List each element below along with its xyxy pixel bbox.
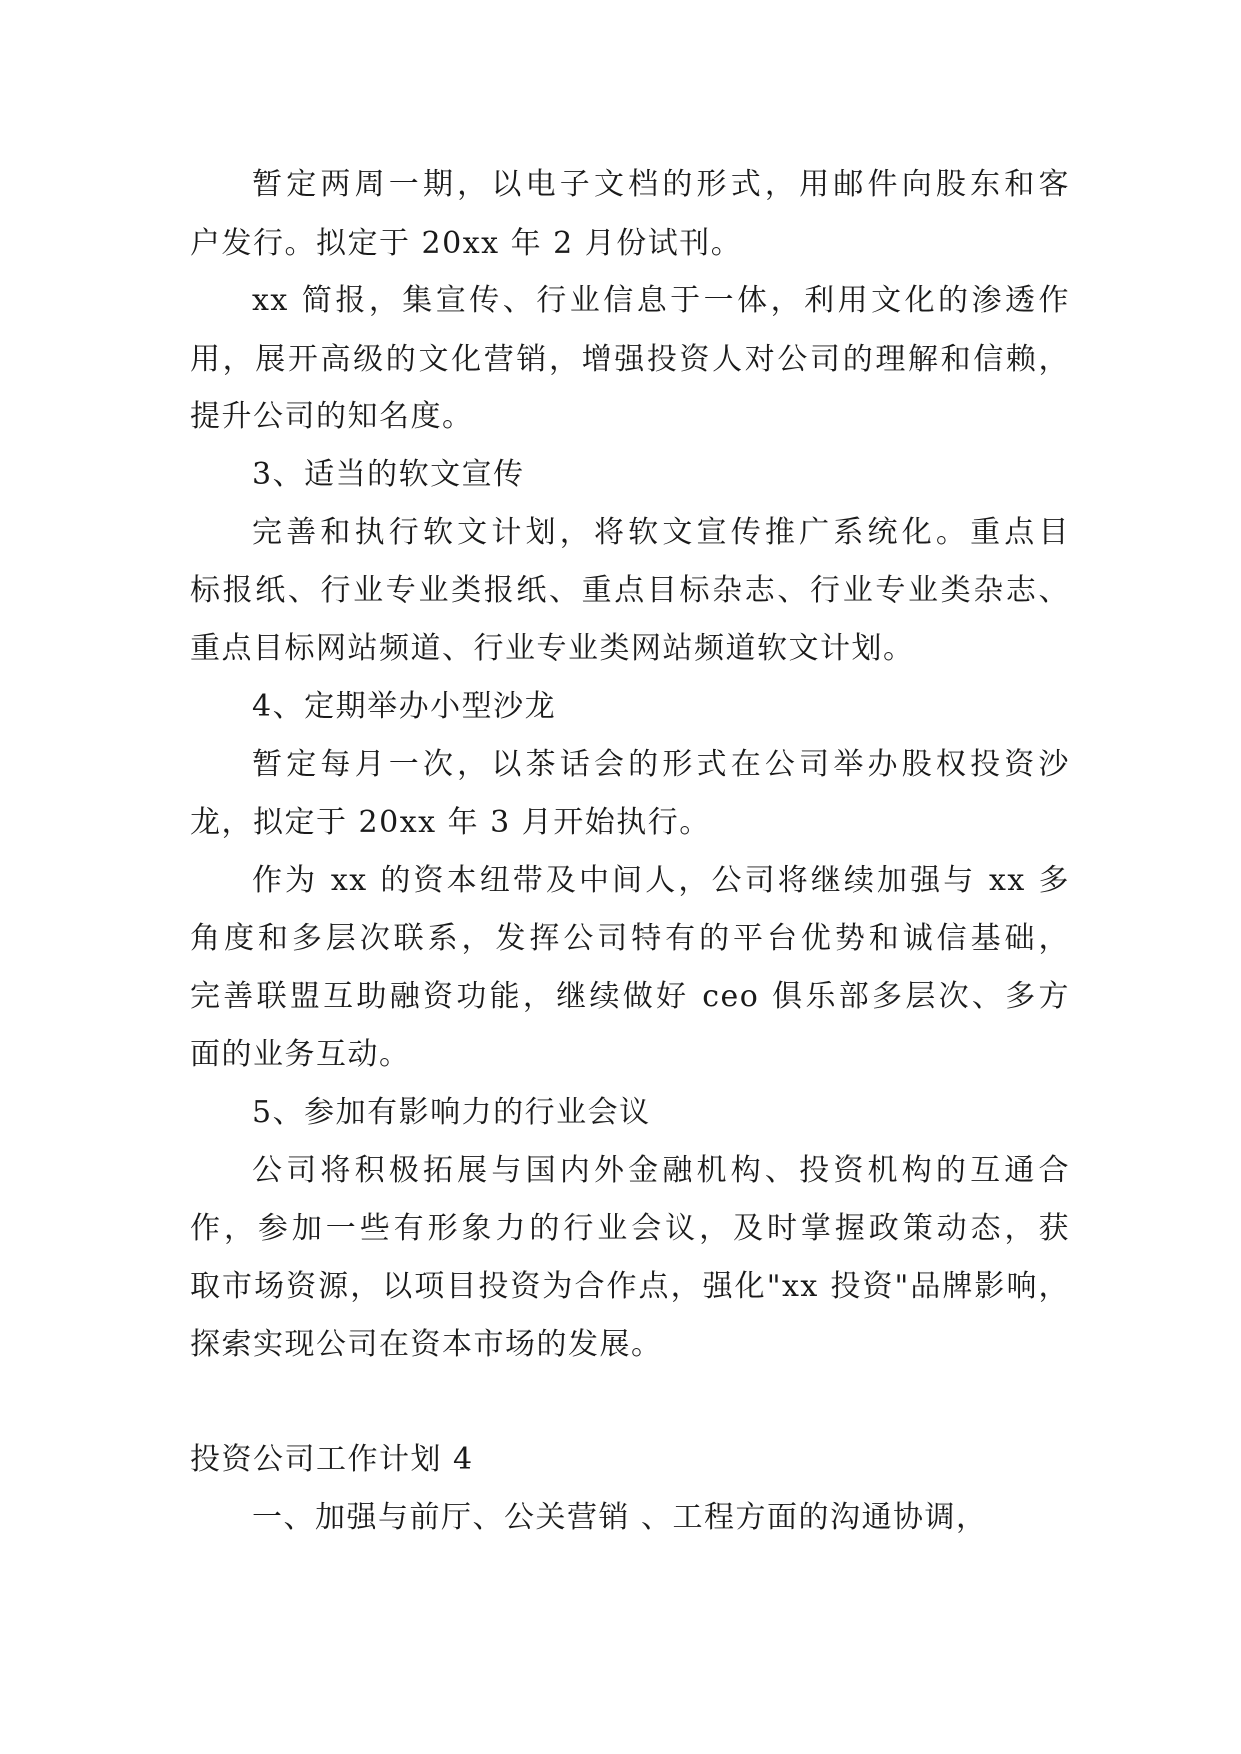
paragraph-line: 一、加强与前厅、公关营销 、工程方面的沟通协调， bbox=[252, 1500, 988, 1535]
paragraph-line: 提升公司的知名度。 bbox=[190, 399, 474, 434]
paragraph-line: 户发行。拟定于 20xx 年 2 月份试刊。 bbox=[190, 226, 743, 261]
paragraph-line: 作为 xx 的资本纽带及中间人，公司将继续加强与 xx 多 bbox=[252, 863, 1070, 898]
paragraph-line: 暂定两周一期，以电子文档的形式，用邮件向股东和客 bbox=[252, 167, 1070, 202]
paragraph-line: 完善和执行软文计划，将软文宣传推广系统化。重点目 bbox=[252, 515, 1070, 550]
section-heading: 3、适当的软文宣传 bbox=[252, 457, 525, 492]
paragraph-line: 探索实现公司在资本市场的发展。 bbox=[190, 1327, 663, 1362]
paragraph-line: 标报纸、行业专业类报纸、重点目标杂志、行业专业类杂志、 bbox=[190, 573, 1070, 608]
paragraph-line: 作，参加一些有形象力的行业会议，及时掌握政策动态，获 bbox=[190, 1211, 1070, 1246]
section-heading: 4、定期举办小型沙龙 bbox=[252, 689, 557, 724]
paragraph-line: 完善联盟互助融资功能，继续做好 ceo 俱乐部多层次、多方 bbox=[190, 979, 1070, 1014]
section-heading: 5、参加有影响力的行业会议 bbox=[252, 1095, 651, 1130]
paragraph-line: 重点目标网站频道、行业专业类网站频道软文计划。 bbox=[190, 631, 915, 666]
paragraph-line: 用，展开高级的文化营销，增强投资人对公司的理解和信赖， bbox=[190, 342, 1070, 377]
paragraph-line: 公司将积极拓展与国内外金融机构、投资机构的互通合 bbox=[252, 1153, 1070, 1188]
document-section-title: 投资公司工作计划 4 bbox=[190, 1442, 474, 1477]
paragraph-line: xx 简报，集宣传、行业信息于一体，利用文化的渗透作 bbox=[252, 283, 1070, 318]
paragraph-line: 龙，拟定于 20xx 年 3 月开始执行。 bbox=[190, 805, 711, 840]
paragraph-line: 暂定每月一次，以茶话会的形式在公司举办股权投资沙 bbox=[252, 747, 1070, 782]
paragraph-line: 角度和多层次联系，发挥公司特有的平台优势和诚信基础， bbox=[190, 921, 1070, 956]
paragraph-line: 面的业务互动。 bbox=[190, 1037, 411, 1072]
paragraph-line: 取市场资源，以项目投资为合作点，强化"xx 投资"品牌影响， bbox=[190, 1269, 1070, 1304]
